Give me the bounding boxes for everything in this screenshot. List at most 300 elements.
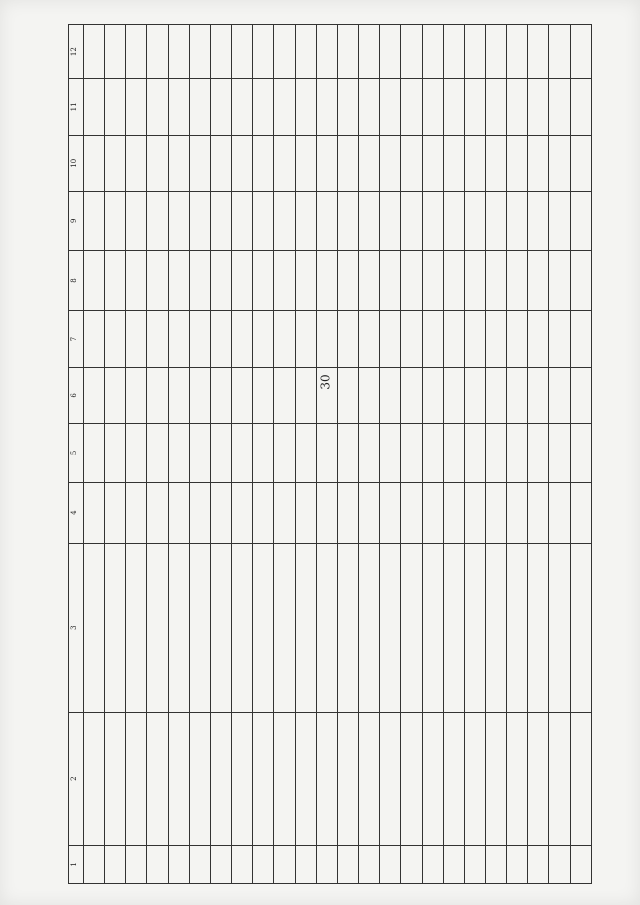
- table-cell: [443, 845, 464, 883]
- table-cell: [168, 543, 189, 712]
- table-cell: [485, 250, 506, 311]
- table-cell: [443, 712, 464, 845]
- table-cell: [337, 845, 358, 883]
- table-cell: [549, 367, 570, 423]
- table-row: [147, 25, 168, 884]
- table-cell: [105, 845, 126, 883]
- table-cell: [485, 311, 506, 367]
- table-row: [422, 25, 443, 884]
- table-cell: [464, 367, 485, 423]
- table-cell: [295, 424, 316, 483]
- table-cell: [549, 712, 570, 845]
- table-cell: [337, 250, 358, 311]
- table-cell: [210, 250, 231, 311]
- table-cell: [507, 135, 528, 191]
- table-cell: [443, 311, 464, 367]
- table-cell: [253, 424, 274, 483]
- table-cell: [380, 135, 401, 191]
- table-cell: [253, 367, 274, 423]
- table-cell: [295, 135, 316, 191]
- table-cell: [168, 482, 189, 543]
- table-cell: [401, 135, 422, 191]
- table-cell: [295, 543, 316, 712]
- table-cell: [253, 191, 274, 250]
- table-cell: [464, 712, 485, 845]
- table-cell: [316, 191, 337, 250]
- table-cell: [126, 135, 147, 191]
- table-cell: [253, 712, 274, 845]
- table-cell: [359, 311, 380, 367]
- table-cell: [84, 250, 105, 311]
- table-cell: [422, 712, 443, 845]
- table-cell: [295, 25, 316, 79]
- table-cell: [189, 135, 210, 191]
- table-cell: [147, 367, 168, 423]
- table-cell: [84, 845, 105, 883]
- column-number-cell: 1: [69, 845, 84, 883]
- table-cell: [316, 712, 337, 845]
- table-cell: [147, 424, 168, 483]
- table-cell: [401, 191, 422, 250]
- table-cell: [443, 79, 464, 135]
- table-cell: [528, 135, 549, 191]
- table-cell: [464, 25, 485, 79]
- table-row: [274, 25, 295, 884]
- table-cell: [210, 543, 231, 712]
- table-cell: [105, 250, 126, 311]
- table-row: [485, 25, 506, 884]
- table-cell: [147, 25, 168, 79]
- table-cell: [126, 367, 147, 423]
- table-cell: [401, 424, 422, 483]
- column-number-cell: 10: [69, 135, 84, 191]
- table-cell: [401, 712, 422, 845]
- table-cell: [274, 25, 295, 79]
- table-cell: [189, 424, 210, 483]
- table-cell: [359, 543, 380, 712]
- table-cell: [168, 25, 189, 79]
- table-cell: [126, 845, 147, 883]
- table-row: [84, 25, 105, 884]
- table-cell: [570, 424, 591, 483]
- table-cell: [570, 79, 591, 135]
- table-cell: [570, 712, 591, 845]
- table-row: [232, 25, 253, 884]
- table-cell: [168, 311, 189, 367]
- table-cell: [316, 543, 337, 712]
- table-cell: [84, 712, 105, 845]
- table-cell: [464, 424, 485, 483]
- table-cell: [189, 25, 210, 79]
- column-number-cell: 5: [69, 424, 84, 483]
- table-cell: [147, 250, 168, 311]
- column-number-cell: 11: [69, 79, 84, 135]
- table-cell: [485, 135, 506, 191]
- table-cell: [189, 311, 210, 367]
- table-cell: [295, 79, 316, 135]
- table-cell: [253, 543, 274, 712]
- table-cell: [210, 311, 231, 367]
- table-cell: [147, 712, 168, 845]
- table-cell: [528, 25, 549, 79]
- table-cell: [105, 79, 126, 135]
- table-row: [549, 25, 570, 884]
- table-cell: [295, 367, 316, 423]
- table-cell: [232, 79, 253, 135]
- table-cell: [147, 543, 168, 712]
- table-cell: [401, 367, 422, 423]
- table-cell: [274, 191, 295, 250]
- table-cell: [464, 543, 485, 712]
- table-cell: [295, 482, 316, 543]
- table-cell: [507, 250, 528, 311]
- table-cell: [189, 79, 210, 135]
- table-cell: [147, 482, 168, 543]
- table-cell: [168, 135, 189, 191]
- table-cell: [422, 135, 443, 191]
- table-cell: [380, 311, 401, 367]
- table-row: [507, 25, 528, 884]
- table-cell: [168, 250, 189, 311]
- table-cell: [401, 25, 422, 79]
- table-cell: [507, 482, 528, 543]
- table-cell: [316, 482, 337, 543]
- table-sheet: [68, 24, 592, 884]
- table-row: [210, 25, 231, 884]
- table-cell: [274, 367, 295, 423]
- table-cell: [210, 845, 231, 883]
- table-cell: [507, 424, 528, 483]
- table-cell: [126, 712, 147, 845]
- table-cell: [168, 79, 189, 135]
- table-cell: [168, 845, 189, 883]
- table-cell: [126, 191, 147, 250]
- table-cell: [507, 79, 528, 135]
- table-cell: [253, 311, 274, 367]
- table-cell: [422, 311, 443, 367]
- table-cell: [485, 482, 506, 543]
- table-row: [126, 25, 147, 884]
- table-cell: [84, 311, 105, 367]
- table-cell: [528, 424, 549, 483]
- table-cell: [337, 311, 358, 367]
- table-cell: [337, 543, 358, 712]
- table-cell: [359, 845, 380, 883]
- column-number-cell: 7: [69, 311, 84, 367]
- table-cell: [337, 712, 358, 845]
- table-cell: [485, 543, 506, 712]
- table-cell: [443, 424, 464, 483]
- table-cell: [189, 367, 210, 423]
- table-cell: [210, 79, 231, 135]
- table-cell: [359, 135, 380, 191]
- table-cell: [464, 250, 485, 311]
- table-cell: [507, 25, 528, 79]
- table-cell: [528, 543, 549, 712]
- table-cell: [380, 712, 401, 845]
- table-cell: [485, 191, 506, 250]
- table-cell: [380, 191, 401, 250]
- table-cell: [528, 482, 549, 543]
- table-cell: [528, 367, 549, 423]
- table-cell: [507, 543, 528, 712]
- column-number-cell: 4: [69, 482, 84, 543]
- table-cell: [549, 250, 570, 311]
- table-cell: [359, 79, 380, 135]
- table-cell: [464, 845, 485, 883]
- column-number-cell: 8: [69, 250, 84, 311]
- table-cell: [401, 543, 422, 712]
- column-number-cell: 3: [69, 543, 84, 712]
- table-cell: [549, 79, 570, 135]
- table-cell: [401, 311, 422, 367]
- table-cell: [189, 543, 210, 712]
- column-number-cell: 6: [69, 367, 84, 423]
- table-cell: [422, 191, 443, 250]
- table-cell: [274, 79, 295, 135]
- table-cell: [443, 191, 464, 250]
- table-cell: [549, 424, 570, 483]
- table-cell: [210, 482, 231, 543]
- table-row: [380, 25, 401, 884]
- table-cell: [84, 424, 105, 483]
- table-cell: [464, 311, 485, 367]
- table-cell: [126, 424, 147, 483]
- table-cell: [549, 311, 570, 367]
- table-cell: [253, 25, 274, 79]
- table-cell: [274, 845, 295, 883]
- table-cell: [84, 543, 105, 712]
- table-cell: [464, 482, 485, 543]
- table-cell: [232, 482, 253, 543]
- table-cell: [274, 482, 295, 543]
- table-row: [253, 25, 274, 884]
- table-cell: [189, 845, 210, 883]
- table-cell: [422, 250, 443, 311]
- table-cell: [485, 25, 506, 79]
- table-cell: [401, 482, 422, 543]
- table-cell: [570, 135, 591, 191]
- table-cell: [210, 367, 231, 423]
- table-row: [295, 25, 316, 884]
- table-cell: [105, 367, 126, 423]
- table-cell: [126, 79, 147, 135]
- table-cell: [168, 191, 189, 250]
- table-cell: [274, 311, 295, 367]
- table-cell: [485, 712, 506, 845]
- table-cell: [232, 712, 253, 845]
- table-cell: [84, 25, 105, 79]
- table-cell: [147, 135, 168, 191]
- table-cell: [253, 250, 274, 311]
- table-cell: [570, 311, 591, 367]
- table-cell: [422, 482, 443, 543]
- table-cell: [422, 543, 443, 712]
- table-row: [570, 25, 591, 884]
- table-cell: [507, 845, 528, 883]
- table-cell: [380, 845, 401, 883]
- table-cell: [84, 482, 105, 543]
- table-cell: [570, 191, 591, 250]
- table-cell: [422, 25, 443, 79]
- table-cell: [168, 712, 189, 845]
- table-row: [401, 25, 422, 884]
- table-row: [359, 25, 380, 884]
- table-cell: [147, 845, 168, 883]
- table-cell: [316, 311, 337, 367]
- table-cell: [337, 482, 358, 543]
- page-number: 30: [318, 374, 333, 390]
- table-cell: [232, 845, 253, 883]
- table-cell: [422, 424, 443, 483]
- table-cell: [401, 250, 422, 311]
- table-cell: [443, 25, 464, 79]
- table-cell: [105, 482, 126, 543]
- table-cell: [253, 845, 274, 883]
- table-cell: [295, 191, 316, 250]
- table-cell: [316, 845, 337, 883]
- table-cell: [507, 367, 528, 423]
- table-cell: [316, 424, 337, 483]
- table-cell: [422, 79, 443, 135]
- table-cell: [359, 191, 380, 250]
- table-cell: [337, 25, 358, 79]
- table-cell: [485, 424, 506, 483]
- table-cell: [549, 191, 570, 250]
- table-cell: [105, 543, 126, 712]
- table-cell: [359, 25, 380, 79]
- table-cell: [337, 367, 358, 423]
- table-cell: [274, 424, 295, 483]
- table-body: [84, 25, 592, 884]
- table-cell: [528, 311, 549, 367]
- table-cell: [274, 543, 295, 712]
- table-cell: [253, 135, 274, 191]
- table-cell: [295, 311, 316, 367]
- table-cell: [232, 367, 253, 423]
- table-cell: [549, 135, 570, 191]
- table-cell: [549, 482, 570, 543]
- rotated-table-container: [68, 24, 592, 884]
- table-cell: [189, 482, 210, 543]
- table-cell: [401, 845, 422, 883]
- table-cell: [126, 25, 147, 79]
- table-cell: [359, 482, 380, 543]
- table-cell: [549, 25, 570, 79]
- table-cell: [380, 79, 401, 135]
- table-cell: [570, 845, 591, 883]
- table-cell: [485, 845, 506, 883]
- column-number-cell: 12: [69, 25, 84, 79]
- table-row: [464, 25, 485, 884]
- table-cell: [401, 79, 422, 135]
- table-cell: [105, 135, 126, 191]
- table-cell: [316, 79, 337, 135]
- table-cell: [422, 845, 443, 883]
- table-cell: [570, 25, 591, 79]
- table-cell: [443, 367, 464, 423]
- table-row: [528, 25, 549, 884]
- table-cell: [464, 79, 485, 135]
- table-cell: [359, 712, 380, 845]
- table-cell: [485, 79, 506, 135]
- table-cell: [443, 543, 464, 712]
- table-row: [443, 25, 464, 884]
- table-cell: [359, 367, 380, 423]
- table-cell: [570, 543, 591, 712]
- table-cell: [105, 25, 126, 79]
- table-cell: [232, 543, 253, 712]
- table-cell: [189, 712, 210, 845]
- table-row: [337, 25, 358, 884]
- table-cell: [232, 25, 253, 79]
- column-number-row: [69, 25, 84, 884]
- table-cell: [84, 191, 105, 250]
- table-cell: [337, 191, 358, 250]
- table-cell: [274, 712, 295, 845]
- table-cell: [316, 367, 337, 423]
- table-cell: [126, 482, 147, 543]
- table-cell: [528, 845, 549, 883]
- table-cell: [507, 712, 528, 845]
- table-cell: [210, 135, 231, 191]
- table-cell: [147, 79, 168, 135]
- table-cell: [528, 191, 549, 250]
- table-cell: [528, 250, 549, 311]
- table-cell: [232, 311, 253, 367]
- table-cell: [422, 367, 443, 423]
- table-cell: [210, 424, 231, 483]
- table-cell: [232, 250, 253, 311]
- table-cell: [189, 191, 210, 250]
- table-cell: [316, 25, 337, 79]
- table-cell: [147, 311, 168, 367]
- table-cell: [105, 712, 126, 845]
- column-number-cell: 2: [69, 712, 84, 845]
- table-cell: [84, 79, 105, 135]
- table-cell: [126, 311, 147, 367]
- table-cell: [507, 191, 528, 250]
- table-row: [316, 25, 337, 884]
- table-cell: [253, 482, 274, 543]
- table-cell: [380, 424, 401, 483]
- table-cell: [380, 482, 401, 543]
- table-cell: [549, 845, 570, 883]
- table-cell: [189, 250, 210, 311]
- table-cell: [316, 135, 337, 191]
- table-cell: [105, 424, 126, 483]
- table-cell: [507, 311, 528, 367]
- table-cell: [232, 191, 253, 250]
- table-cell: [570, 250, 591, 311]
- table-cell: [126, 250, 147, 311]
- column-number-cell: 9: [69, 191, 84, 250]
- table-cell: [549, 543, 570, 712]
- table-cell: [210, 712, 231, 845]
- table-cell: [359, 250, 380, 311]
- table-cell: [464, 135, 485, 191]
- table-cell: [443, 250, 464, 311]
- table-cell: [274, 250, 295, 311]
- table-cell: [337, 79, 358, 135]
- budget-table: [68, 24, 592, 884]
- table-cell: [84, 367, 105, 423]
- table-cell: [380, 25, 401, 79]
- table-row: [189, 25, 210, 884]
- table-cell: [528, 712, 549, 845]
- table-cell: [105, 191, 126, 250]
- table-cell: [147, 191, 168, 250]
